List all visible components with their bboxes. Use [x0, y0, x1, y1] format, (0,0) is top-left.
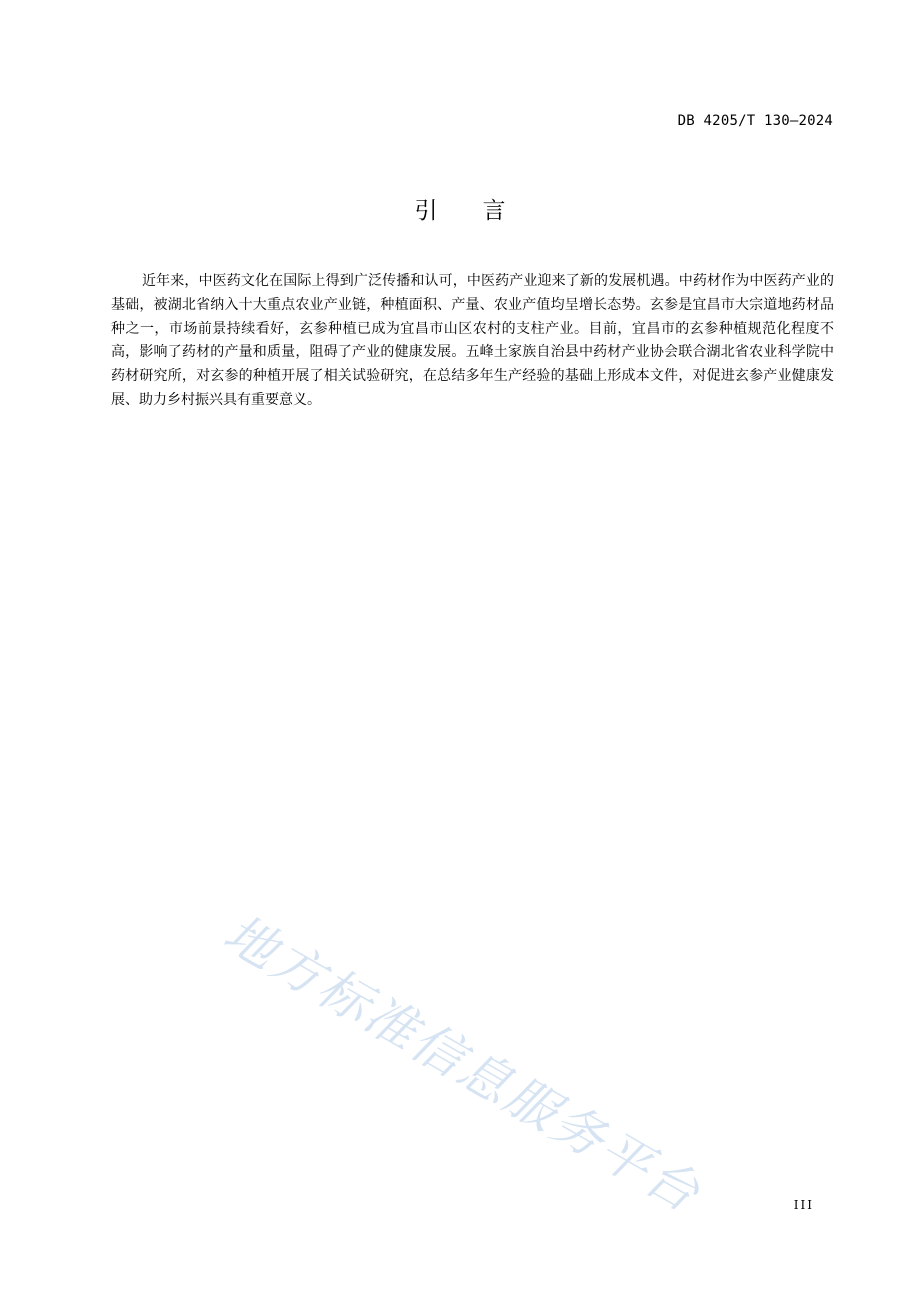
introduction-paragraph: 近年来，中医药文化在国际上得到广泛传播和认可，中医药产业迎来了新的发展机遇。中药材作为中医药产业的基础，被湖北省纳入十大重点农业产业链，种植面积、产量、农业产值均呈增长态势。玄参是宜昌市大宗道地药材品种之一，市场前景持续看好，玄参种植已成为宜昌市山区农村的支柱产业。目前，宜昌市的玄参种植规范化程度不高，影响了药材的产量和质量，阻碍了产业的健康发展。五峰土家族自治县中药材产业协会联合湖北省农业科学院中药材研究所，对玄参的种植开展了相关试验研究，在总结多年生产经验的基础上形成本文件，对促进玄参产业健康发展、助力乡村振兴具有重要意义。 [111, 273, 834, 408]
watermark: 地方标准信息服务平台 [213, 904, 711, 1226]
page-number: III [793, 1198, 814, 1212]
standard-code: DB 4205/T 130—2024 [677, 113, 833, 129]
section-title: 引言 [414, 198, 551, 224]
